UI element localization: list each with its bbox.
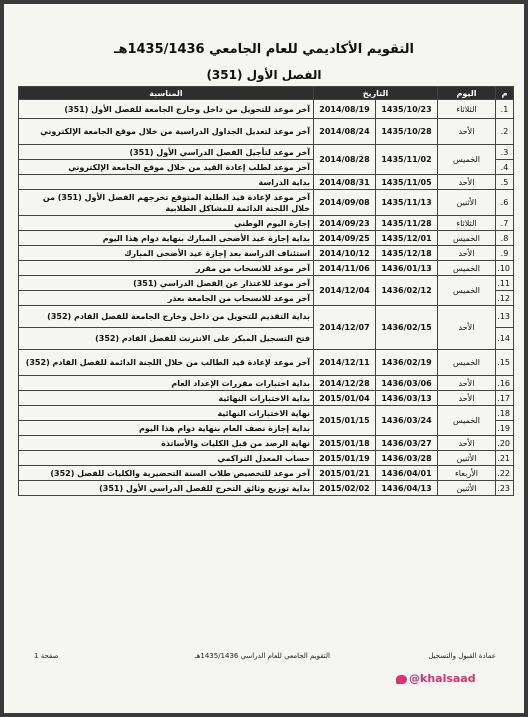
hijri-date-cell: 1435/11/05 (376, 175, 438, 190)
event-cell: بداية التقديم للتحويل من داخل وخارج الجامعة للفصل القادم (352) (19, 306, 314, 328)
table-row (19, 145, 514, 160)
table-row (19, 391, 514, 406)
row-number: 10. (496, 261, 514, 276)
event-cell: حساب المعدل التراكمي (19, 451, 314, 466)
table-row (19, 436, 514, 451)
table-row (19, 481, 514, 496)
row-number: 20. (496, 436, 514, 451)
gregorian-date-cell: 2014/10/12 (313, 246, 375, 261)
gregorian-date-cell: 2014/08/28 (313, 145, 375, 175)
table-row (19, 190, 514, 216)
hijri-date-cell: 1436/03/13 (376, 391, 438, 406)
social-handle (396, 672, 476, 685)
event-cell: آخر موعد لتأجيل الفصل الدراسي الأول (351) (19, 145, 314, 160)
hijri-date-cell: 1435/12/01 (376, 231, 438, 246)
hijri-date-cell: 1436/04/13 (376, 481, 438, 496)
event-cell: بداية إجازة عيد الأضحى المبارك بنهاية دوام هذا اليوم (19, 231, 314, 246)
row-number: 21. (496, 451, 514, 466)
table-row (19, 451, 514, 466)
event-cell: آخر موعد لإعادة قيد الطالب من خلال اللجنة الدائمة للفصل القادم (352) (19, 350, 314, 376)
table-row (19, 261, 514, 276)
event-cell: آخر موعد للاعتذار عن الفصل الدراسي (351) (19, 276, 314, 291)
row-number: 23. (496, 481, 514, 496)
row-number: 6. (496, 190, 514, 216)
row-number: 18. (496, 406, 514, 421)
gregorian-date-cell: 2014/12/04 (313, 276, 375, 306)
table-row (19, 376, 514, 391)
header-day: اليوم (438, 87, 496, 100)
table-row (19, 406, 514, 421)
hijri-date-cell: 1436/02/12 (376, 276, 438, 306)
row-number: 19. (496, 421, 514, 436)
hijri-date-cell: 1435/11/28 (376, 216, 438, 231)
event-cell: بداية إجازة نصف العام بنهاية دوام هذا اليوم (19, 421, 314, 436)
gregorian-date-cell: 2014/12/28 (313, 376, 375, 391)
day-cell: الخميس (438, 276, 496, 306)
table-row (19, 119, 514, 145)
footer-calendar: التقويم الجامعي للعام الدراسي 1435/1436هـ (194, 652, 330, 660)
row-number: 11. (496, 276, 514, 291)
event-cell: آخر موعد للانسحاب من مقرر (19, 261, 314, 276)
row-number: 4. (496, 160, 514, 175)
gregorian-date-cell: 2014/12/07 (313, 306, 375, 350)
day-cell: الأحد (438, 436, 496, 451)
event-cell: آخر موعد للتخصيص طلاب السنة التحضيرية والكليات للفصل (352) (19, 466, 314, 481)
table-row (19, 276, 514, 291)
hijri-date-cell: 1436/02/15 (376, 306, 438, 350)
row-number: 3. (496, 145, 514, 160)
row-number: 9. (496, 246, 514, 261)
event-cell: آخر موعد للانسحاب من الجامعة بعذر (19, 291, 314, 306)
day-cell: الخميس (438, 350, 496, 376)
hijri-date-cell: 1435/10/28 (376, 119, 438, 145)
event-cell: بداية الاختبارات النهائية (19, 391, 314, 406)
event-cell: بداية الدراسة (19, 175, 314, 190)
table-row (19, 350, 514, 376)
document-page (4, 4, 524, 713)
day-cell: الأربعاء (438, 466, 496, 481)
day-cell: الأحد (438, 119, 496, 145)
row-number: 12. (496, 291, 514, 306)
day-cell: الأثنين (438, 190, 496, 216)
event-cell: نهاية الرصد من قبل الكليات والأساتذة (19, 436, 314, 451)
event-cell: آخر موعد للتحويل من داخل وخارج الجامعة للفصل الأول (351) (19, 100, 314, 119)
event-cell: بداية توزيع وثائق التخرج للفصل الدراسي الأول (351) (19, 481, 314, 496)
row-number: 5. (496, 175, 514, 190)
event-cell: آخر موعد لإعادة قيد الطلبة المتوقع تخرجهم الفصل الأول (351) من خلال اللجنة الدائمة للمشاكل الطلابية (19, 190, 314, 216)
gregorian-date-cell: 2015/01/19 (313, 451, 375, 466)
row-number: 13. (496, 306, 514, 328)
hijri-date-cell: 1436/03/27 (376, 436, 438, 451)
event-cell: آخر موعد لتعديل الجداول الدراسية من خلال موقع الجامعة الإلكتروني (19, 119, 314, 145)
day-cell: الخميس (438, 231, 496, 246)
table-row (19, 231, 514, 246)
gregorian-date-cell: 2014/11/06 (313, 261, 375, 276)
twitter-icon (396, 675, 407, 684)
gregorian-date-cell: 2014/09/25 (313, 231, 375, 246)
row-number: 17. (496, 391, 514, 406)
page-title: التقويم الأكاديمي للعام الجامعي 1435/1436هـ (114, 42, 414, 57)
table-row (19, 216, 514, 231)
table-row (19, 466, 514, 481)
table-row (19, 246, 514, 261)
hijri-date-cell: 1436/03/24 (376, 406, 438, 436)
day-cell: الأحد (438, 391, 496, 406)
row-number: 16. (496, 376, 514, 391)
day-cell: الأحد (438, 376, 496, 391)
day-cell: الخميس (438, 145, 496, 175)
table-row (19, 100, 514, 119)
hijri-date-cell: 1436/01/13 (376, 261, 438, 276)
day-cell: الأثنين (438, 481, 496, 496)
gregorian-date-cell: 2014/09/08 (313, 190, 375, 216)
gregorian-date-cell: 2014/08/24 (313, 119, 375, 145)
day-cell: الأحد (438, 175, 496, 190)
day-cell: الثلاثاء (438, 216, 496, 231)
gregorian-date-cell: 2015/01/18 (313, 436, 375, 451)
table-body (19, 100, 514, 496)
event-cell: آخر موعد لطلب إعادة القيد من خلال موقع الجامعة الإلكتروني (19, 160, 314, 175)
hijri-date-cell: 1435/10/23 (376, 100, 438, 119)
day-cell: الأحد (438, 306, 496, 350)
row-number: 14. (496, 328, 514, 350)
day-cell: الخميس (438, 406, 496, 436)
gregorian-date-cell: 2015/02/02 (313, 481, 375, 496)
gregorian-date-cell: 2015/01/21 (313, 466, 375, 481)
header-date: التاريخ (313, 87, 437, 100)
event-cell: فتح التسجيل المبكر على الانترنت للفصل القادم (352) (19, 328, 314, 350)
table-row (19, 306, 514, 328)
hijri-date-cell: 1435/11/02 (376, 145, 438, 175)
gregorian-date-cell: 2014/08/19 (313, 100, 375, 119)
row-number: 8. (496, 231, 514, 246)
handle-text: @khalsaad (409, 672, 476, 685)
hijri-date-cell: 1436/02/19 (376, 350, 438, 376)
header-num: م (496, 87, 514, 100)
row-number: 1. (496, 100, 514, 119)
row-number: 22. (496, 466, 514, 481)
gregorian-date-cell: 2014/08/31 (313, 175, 375, 190)
table-row (19, 175, 514, 190)
event-cell: إجازة اليوم الوطني (19, 216, 314, 231)
gregorian-date-cell: 2014/12/11 (313, 350, 375, 376)
event-cell: استئناف الدراسة بعد إجازة عيد الأضحى المبارك (19, 246, 314, 261)
day-cell: الثلاثاء (438, 100, 496, 119)
footer-dept: عمادة القبول والتسجيل (428, 652, 496, 660)
hijri-date-cell: 1436/03/06 (376, 376, 438, 391)
hijri-date-cell: 1435/11/13 (376, 190, 438, 216)
day-cell: الأحد (438, 246, 496, 261)
event-cell: بداية اختبارات مقررات الإعداد العام (19, 376, 314, 391)
semester-subtitle: الفصل الأول (351) (206, 68, 322, 82)
hijri-date-cell: 1435/12/18 (376, 246, 438, 261)
gregorian-date-cell: 2014/09/23 (313, 216, 375, 231)
hijri-date-cell: 1436/04/01 (376, 466, 438, 481)
row-number: 2. (496, 119, 514, 145)
hijri-date-cell: 1436/03/28 (376, 451, 438, 466)
calendar-table (18, 86, 514, 496)
table-header-row (19, 87, 514, 100)
gregorian-date-cell: 2015/01/04 (313, 391, 375, 406)
event-cell: نهاية الاختبارات النهائية (19, 406, 314, 421)
row-number: 7. (496, 216, 514, 231)
row-number: 15. (496, 350, 514, 376)
day-cell: الخميس (438, 261, 496, 276)
day-cell: الأثنين (438, 451, 496, 466)
footer-page: صفحة 1 (34, 652, 59, 660)
gregorian-date-cell: 2015/01/15 (313, 406, 375, 436)
header-event: المناسبة (19, 87, 314, 100)
